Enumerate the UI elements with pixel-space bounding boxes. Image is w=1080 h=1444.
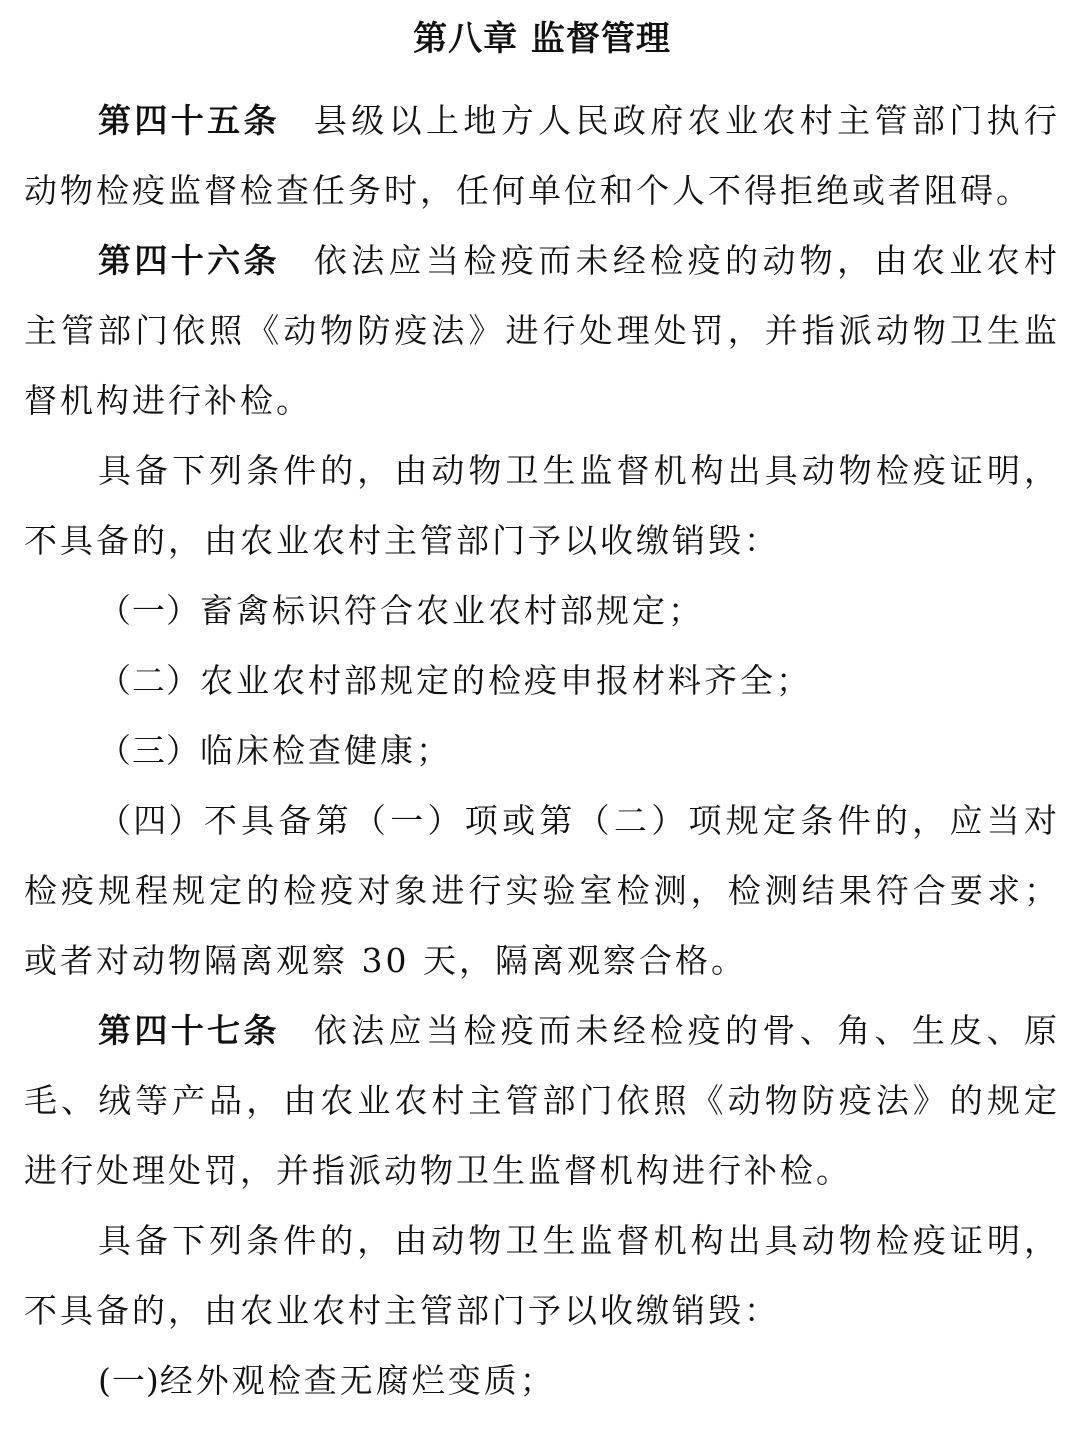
article-47-text: 依法应当检疫而未经检疫的骨、角、生皮、原毛、绒等产品，由农业农村主管部门依照《动物防疫法》的规定进行处理处罚，并指派动物卫生监督机构进行补检。 xyxy=(24,1011,1060,1190)
article-47-label: 第四十七条 xyxy=(98,1011,280,1050)
article-47 xyxy=(24,996,1060,1206)
article-46-label: 第四十六条 xyxy=(98,241,280,280)
item-number: (一) xyxy=(98,1361,160,1400)
article-46-item-4 xyxy=(24,786,1060,996)
item-text: 畜禽标识符合农业农村部规定； xyxy=(200,591,704,630)
item-text: 经外观检查无腐烂变质； xyxy=(159,1361,556,1400)
article-46-condition-intro: 具备下列条件的，由动物卫生监督机构出具动物检疫证明，不具备的，由农业农村主管部门予以收缴销毁： xyxy=(24,451,1060,560)
article-47-condition-intro: 具备下列条件的，由动物卫生监督机构出具动物检疫证明，不具备的，由农业农村主管部门予以收缴销毁： xyxy=(24,1221,1060,1330)
chapter-title: 第八章 监督管理 xyxy=(413,19,671,59)
article-45 xyxy=(24,86,1060,226)
item-number: （二） xyxy=(98,661,200,700)
article-47-item-1 xyxy=(24,1346,1060,1416)
article-46-item-3 xyxy=(24,716,1060,786)
item-number: （一） xyxy=(98,591,200,630)
item-number: （三） xyxy=(98,731,200,770)
item-text: 不具备第（一）项或第（二）项规定条件的，应当对检疫规程规定的检疫对象进行实验室检测，检测结果符合要求；或者对动物隔离观察 30 天，隔离观察合格。 xyxy=(24,801,1061,980)
article-45-label: 第四十五条 xyxy=(98,101,280,140)
item-number: （四） xyxy=(98,801,204,840)
article-46-item-1 xyxy=(24,576,1060,646)
article-46 xyxy=(24,226,1060,436)
article-45-text: 县级以上地方人民政府农业农村主管部门执行动物检疫监督检查任务时，任何单位和个人不得拒绝或者阻碍。 xyxy=(24,101,1060,210)
item-text: 农业农村部规定的检疫申报材料齐全； xyxy=(200,661,812,700)
article-46-text: 依法应当检疫而未经检疫的动物，由农业农村主管部门依照《动物防疫法》进行处理处罚，并指派动物卫生监督机构进行补检。 xyxy=(24,241,1060,420)
document-page xyxy=(24,14,1060,1416)
article-46-item-2 xyxy=(24,646,1060,716)
item-text: 临床检查健康； xyxy=(200,731,452,770)
